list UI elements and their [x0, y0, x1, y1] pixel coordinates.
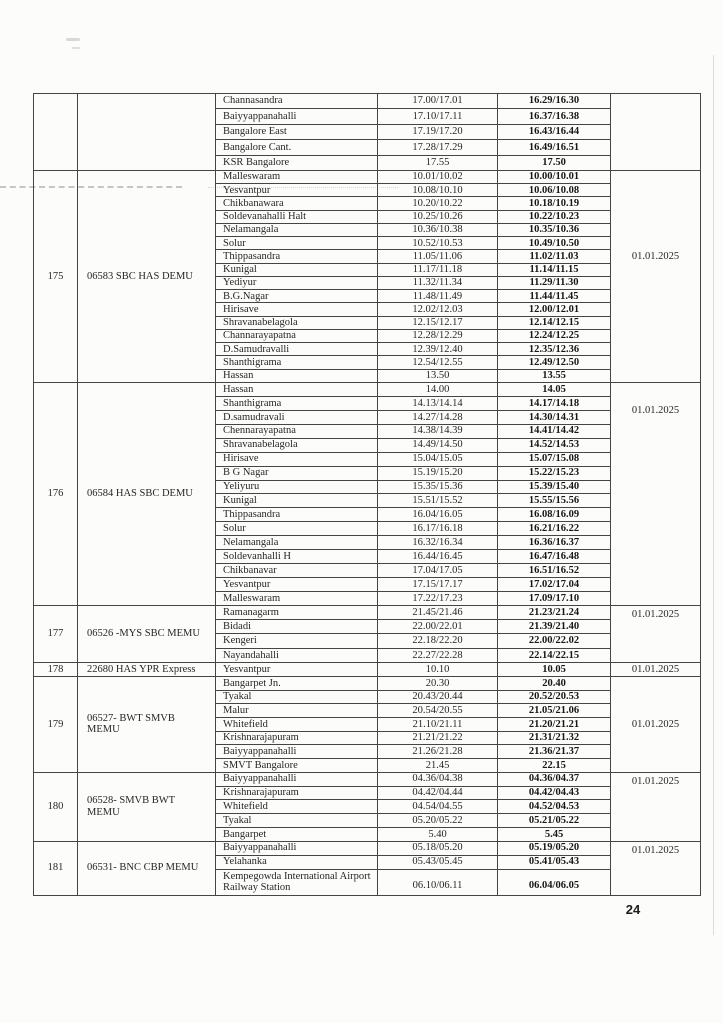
run-date-cell: [611, 94, 701, 171]
station-name-cell: Bangarpet: [216, 828, 378, 842]
station-name-cell: Nelamangala: [216, 536, 378, 550]
scheduled-time-cell: 05.41/05.43: [498, 856, 611, 870]
train-block: [34, 773, 701, 842]
scheduled-time-cell: 10.49/10.50: [498, 237, 611, 250]
train-name-cell: 06531- BNC CBP MEMU: [78, 842, 216, 896]
station-name-cell: Kempegowda International Airport Railway Station: [216, 870, 378, 896]
departure-time-cell: 15.51/15.52: [378, 494, 498, 508]
scheduled-time-cell: 13.55: [498, 370, 611, 383]
station-name-cell: Bidadi: [216, 620, 378, 634]
station-name-cell: Shravanabelagola: [216, 317, 378, 330]
station-name-cell: Shanthigrama: [216, 397, 378, 411]
scheduled-time-cell: 11.14/11.15: [498, 264, 611, 277]
station-name-cell: Thippasandra: [216, 508, 378, 522]
station-name-cell: Kunigal: [216, 264, 378, 277]
scheduled-time-cell: 21.20/21.21: [498, 718, 611, 732]
scheduled-time-cell: 11.44/11.45: [498, 290, 611, 303]
departure-time-cell: 17.19/17.20: [378, 125, 498, 140]
scheduled-time-cell: 20.40: [498, 677, 611, 691]
scheduled-time-cell: 15.55/15.56: [498, 494, 611, 508]
scheduled-time-cell: 12.14/12.15: [498, 317, 611, 330]
station-name-cell: Shanthigrama: [216, 356, 378, 369]
departure-time-cell: 04.54/04.55: [378, 800, 498, 814]
train-name-cell: 06527- BWT SMVB MEMU: [78, 677, 216, 773]
departure-time-cell: 11.48/11.49: [378, 290, 498, 303]
departure-time-cell: 17.10/17.11: [378, 109, 498, 124]
scheduled-time-cell: 10.06/10.08: [498, 184, 611, 197]
train-block: [34, 606, 701, 663]
station-name-cell: Hirisave: [216, 453, 378, 467]
station-name-cell: Baiyyappanahalli: [216, 842, 378, 856]
scheduled-time-cell: 10.18/10.19: [498, 197, 611, 210]
departure-time-cell: 20.43/20.44: [378, 691, 498, 705]
scheduled-time-cell: 11.29/11.30: [498, 277, 611, 290]
row-number-cell: 175: [34, 171, 78, 383]
station-name-cell: Chikbanawara: [216, 197, 378, 210]
scheduled-time-cell: 10.22/10.23: [498, 211, 611, 224]
departure-time-cell: 10.25/10.26: [378, 211, 498, 224]
station-name-cell: Baiyyappanahalli: [216, 109, 378, 124]
run-date-cell: 01.01.2025: [611, 171, 701, 383]
train-name-cell: 06526 -MYS SBC MEMU: [78, 606, 216, 663]
departure-time-cell: 11.32/11.34: [378, 277, 498, 290]
station-name-cell: Krishnarajapuram: [216, 787, 378, 801]
station-name-cell: B G Nagar: [216, 467, 378, 481]
station-name-cell: Tyakal: [216, 691, 378, 705]
station-name-cell: Bangalore East: [216, 125, 378, 140]
scheduled-time-cell: 10.05: [498, 663, 611, 677]
departure-time-cell: 04.42/04.44: [378, 787, 498, 801]
station-name-cell: Malleswaram: [216, 171, 378, 184]
train-block: [34, 171, 701, 383]
scheduled-time-cell: 04.52/04.53: [498, 800, 611, 814]
scheduled-time-cell: 15.39/15.40: [498, 481, 611, 495]
station-name-cell: Malleswaram: [216, 592, 378, 606]
departure-time-cell: 10.20/10.22: [378, 197, 498, 210]
row-number-cell: 178: [34, 663, 78, 677]
station-name-cell: Chikbanavar: [216, 564, 378, 578]
departure-time-cell: 17.15/17.17: [378, 578, 498, 592]
train-name-cell: 22680 HAS YPR Express: [78, 663, 216, 677]
run-date-cell: 01.01.2025: [611, 383, 701, 606]
station-name-cell: Yediyur: [216, 277, 378, 290]
departure-time-cell: 21.10/21.11: [378, 718, 498, 732]
scheduled-time-cell: 11.02/11.03: [498, 250, 611, 263]
station-name-cell: Kunigal: [216, 494, 378, 508]
scheduled-time-cell: 12.24/12.25: [498, 330, 611, 343]
scheduled-time-cell: 12.49/12.50: [498, 356, 611, 369]
departure-time-cell: 14.00: [378, 383, 498, 397]
departure-time-cell: 05.43/05.45: [378, 856, 498, 870]
scheduled-time-cell: 21.23/21.24: [498, 606, 611, 620]
scheduled-time-cell: 16.37/16.38: [498, 109, 611, 124]
station-name-cell: Yesvantpur: [216, 663, 378, 677]
departure-time-cell: 22.00/22.01: [378, 620, 498, 634]
departure-time-cell: 04.36/04.38: [378, 773, 498, 787]
station-name-cell: Ramanagarm: [216, 606, 378, 620]
scheduled-time-cell: 10.35/10.36: [498, 224, 611, 237]
departure-time-cell: 22.27/22.28: [378, 649, 498, 663]
departure-time-cell: 15.04/15.05: [378, 453, 498, 467]
departure-time-cell: 10.08/10.10: [378, 184, 498, 197]
departure-time-cell: 06.10/06.11: [378, 870, 498, 896]
station-name-cell: Yeliyuru: [216, 481, 378, 495]
train-name-cell: 06584 HAS SBC DEMU: [78, 383, 216, 606]
station-name-cell: Hassan: [216, 370, 378, 383]
scheduled-time-cell: 05.21/05.22: [498, 814, 611, 828]
departure-time-cell: 12.54/12.55: [378, 356, 498, 369]
scan-artifact-speck: [72, 47, 80, 49]
departure-time-cell: 17.22/17.23: [378, 592, 498, 606]
departure-time-cell: 10.10: [378, 663, 498, 677]
scheduled-time-cell: 10.00/10.01: [498, 171, 611, 184]
scheduled-time-cell: 12.00/12.01: [498, 303, 611, 316]
scheduled-time-cell: 21.31/21.32: [498, 732, 611, 746]
departure-time-cell: 12.02/12.03: [378, 303, 498, 316]
departure-time-cell: 16.32/16.34: [378, 536, 498, 550]
scheduled-time-cell: 04.42/04.43: [498, 787, 611, 801]
scheduled-time-cell: 17.02/17.04: [498, 578, 611, 592]
station-name-cell: Yesvantpur: [216, 578, 378, 592]
departure-time-cell: 14.13/14.14: [378, 397, 498, 411]
scheduled-time-cell: 20.52/20.53: [498, 691, 611, 705]
scheduled-time-cell: 14.52/14.53: [498, 439, 611, 453]
station-name-cell: Shravanabelagola: [216, 439, 378, 453]
departure-time-cell: 16.04/16.05: [378, 508, 498, 522]
scheduled-time-cell: 05.19/05.20: [498, 842, 611, 856]
departure-time-cell: 11.17/11.18: [378, 264, 498, 277]
scheduled-time-cell: 16.08/16.09: [498, 508, 611, 522]
scheduled-time-cell: 16.36/16.37: [498, 536, 611, 550]
station-name-cell: B.G.Nagar: [216, 290, 378, 303]
station-name-cell: Yesvantpur: [216, 184, 378, 197]
departure-time-cell: 17.00/17.01: [378, 94, 498, 109]
train-block: [34, 383, 701, 606]
scheduled-time-cell: 06.04/06.05: [498, 870, 611, 896]
row-number-cell: 177: [34, 606, 78, 663]
scheduled-time-cell: 17.09/17.10: [498, 592, 611, 606]
station-name-cell: Krishnarajapuram: [216, 732, 378, 746]
departure-time-cell: 20.54/20.55: [378, 704, 498, 718]
departure-time-cell: 16.44/16.45: [378, 550, 498, 564]
station-name-cell: Baiyyappanahalli: [216, 773, 378, 787]
station-name-cell: Hirisave: [216, 303, 378, 316]
scheduled-time-cell: 12.35/12.36: [498, 343, 611, 356]
station-name-cell: D.Samudravalli: [216, 343, 378, 356]
departure-time-cell: 5.40: [378, 828, 498, 842]
departure-time-cell: 05.18/05.20: [378, 842, 498, 856]
departure-time-cell: 20.30: [378, 677, 498, 691]
scheduled-time-cell: 16.21/16.22: [498, 522, 611, 536]
station-name-cell: Tyakal: [216, 814, 378, 828]
scheduled-time-cell: 14.17/14.18: [498, 397, 611, 411]
departure-time-cell: 11.05/11.06: [378, 250, 498, 263]
station-name-cell: KSR Bangalore: [216, 156, 378, 171]
departure-time-cell: 21.45/21.46: [378, 606, 498, 620]
scheduled-time-cell: 16.47/16.48: [498, 550, 611, 564]
run-date-cell: 01.01.2025: [611, 606, 701, 663]
scheduled-time-cell: 22.00/22.02: [498, 634, 611, 648]
station-name-cell: Chennarayapatna: [216, 425, 378, 439]
departure-time-cell: 17.55: [378, 156, 498, 171]
row-number-cell: [34, 94, 78, 171]
departure-time-cell: 16.17/16.18: [378, 522, 498, 536]
scheduled-time-cell: 17.50: [498, 156, 611, 171]
scan-artifact-speck: [66, 38, 80, 41]
station-name-cell: D.samudravali: [216, 411, 378, 425]
station-name-cell: Kengeri: [216, 634, 378, 648]
station-name-cell: SMVT Bangalore: [216, 759, 378, 773]
departure-time-cell: 15.35/15.36: [378, 481, 498, 495]
station-name-cell: Bangarpet Jn.: [216, 677, 378, 691]
scheduled-time-cell: 22.14/22.15: [498, 649, 611, 663]
run-date-cell: 01.01.2025: [611, 773, 701, 842]
departure-time-cell: 10.01/10.02: [378, 171, 498, 184]
station-name-cell: Whitefield: [216, 718, 378, 732]
train-block: [34, 94, 701, 171]
scheduled-time-cell: 15.22/15.23: [498, 467, 611, 481]
scheduled-time-cell: 21.05/21.06: [498, 704, 611, 718]
departure-time-cell: 12.39/12.40: [378, 343, 498, 356]
scheduled-time-cell: 22.15: [498, 759, 611, 773]
page-number: 24: [625, 902, 641, 917]
scan-artifact-edge-line: [713, 55, 714, 935]
station-name-cell: Soldevanhalli H: [216, 550, 378, 564]
departure-time-cell: 17.04/17.05: [378, 564, 498, 578]
departure-time-cell: 17.28/17.29: [378, 140, 498, 155]
station-name-cell: Baiyyappanahalli: [216, 745, 378, 759]
train-name-cell: 06583 SBC HAS DEMU: [78, 171, 216, 383]
row-number-cell: 176: [34, 383, 78, 606]
row-number-cell: 179: [34, 677, 78, 773]
train-block: [34, 663, 701, 677]
train-block: [34, 842, 701, 896]
station-name-cell: Hassan: [216, 383, 378, 397]
station-name-cell: Thippasandra: [216, 250, 378, 263]
station-name-cell: Channarayapatna: [216, 330, 378, 343]
run-date-cell: 01.01.2025: [611, 842, 701, 896]
station-name-cell: Nelamangala: [216, 224, 378, 237]
scheduled-time-cell: 14.30/14.31: [498, 411, 611, 425]
station-name-cell: Solur: [216, 522, 378, 536]
scheduled-time-cell: 5.45: [498, 828, 611, 842]
departure-time-cell: 21.21/21.22: [378, 732, 498, 746]
departure-time-cell: 12.15/12.17: [378, 317, 498, 330]
row-number-cell: 180: [34, 773, 78, 842]
departure-time-cell: 21.26/21.28: [378, 745, 498, 759]
departure-time-cell: 14.49/14.50: [378, 439, 498, 453]
scheduled-time-cell: 21.39/21.40: [498, 620, 611, 634]
train-block: [34, 677, 701, 773]
scheduled-time-cell: 16.43/16.44: [498, 125, 611, 140]
departure-time-cell: 15.19/15.20: [378, 467, 498, 481]
scheduled-time-cell: 04.36/04.37: [498, 773, 611, 787]
scheduled-time-cell: 15.07/15.08: [498, 453, 611, 467]
scheduled-time-cell: 16.49/16.51: [498, 140, 611, 155]
train-name-cell: [78, 94, 216, 171]
scheduled-time-cell: 14.41/14.42: [498, 425, 611, 439]
station-name-cell: Nayandahalli: [216, 649, 378, 663]
train-name-cell: 06528- SMVB BWT MEMU: [78, 773, 216, 842]
station-name-cell: Malur: [216, 704, 378, 718]
timetable: [33, 93, 701, 896]
departure-time-cell: 14.38/14.39: [378, 425, 498, 439]
scheduled-time-cell: 16.51/16.52: [498, 564, 611, 578]
run-date-cell: 01.01.2025: [611, 663, 701, 677]
run-date-cell: 01.01.2025: [611, 677, 701, 773]
departure-time-cell: 22.18/22.20: [378, 634, 498, 648]
departure-time-cell: 14.27/14.28: [378, 411, 498, 425]
scheduled-time-cell: 21.36/21.37: [498, 745, 611, 759]
scheduled-time-cell: 14.05: [498, 383, 611, 397]
departure-time-cell: 13.50: [378, 370, 498, 383]
station-name-cell: Channasandra: [216, 94, 378, 109]
departure-time-cell: 05.20/05.22: [378, 814, 498, 828]
station-name-cell: Bangalore Cant.: [216, 140, 378, 155]
station-name-cell: Whitefield: [216, 800, 378, 814]
station-name-cell: Solur: [216, 237, 378, 250]
departure-time-cell: 10.36/10.38: [378, 224, 498, 237]
departure-time-cell: 12.28/12.29: [378, 330, 498, 343]
station-name-cell: Yelahanka: [216, 856, 378, 870]
departure-time-cell: 21.45: [378, 759, 498, 773]
scheduled-time-cell: 16.29/16.30: [498, 94, 611, 109]
row-number-cell: 181: [34, 842, 78, 896]
departure-time-cell: 10.52/10.53: [378, 237, 498, 250]
station-name-cell: Soldevanahalli Halt: [216, 211, 378, 224]
